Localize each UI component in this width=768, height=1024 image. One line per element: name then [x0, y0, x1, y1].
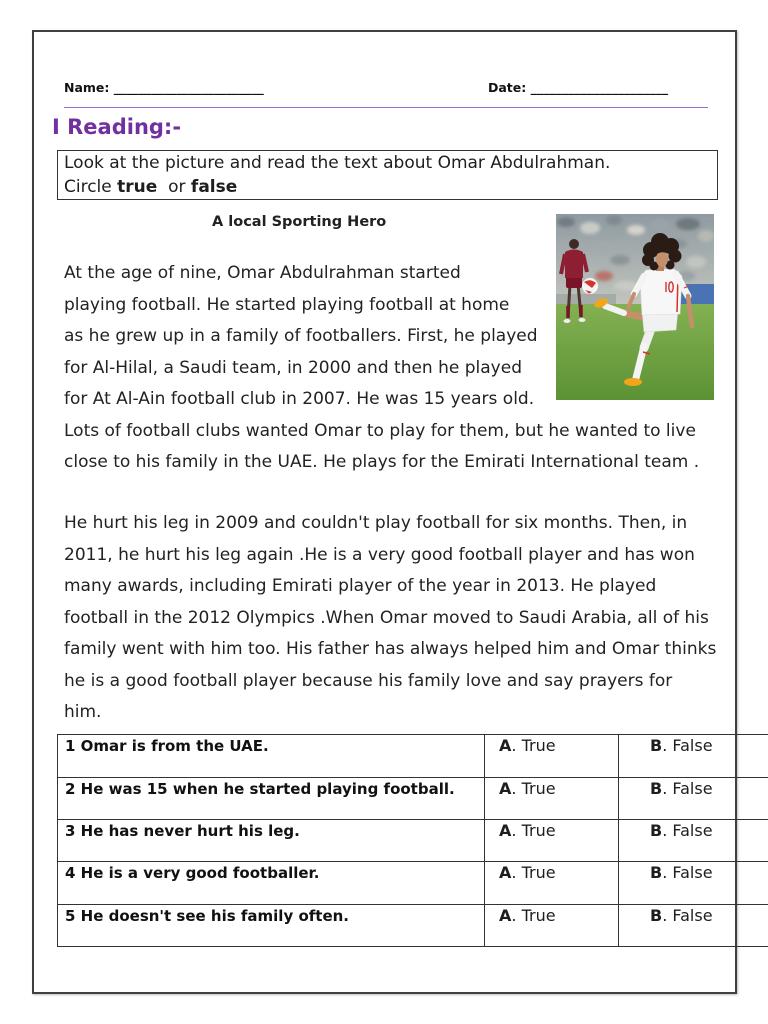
option-letter: A [499, 821, 512, 840]
passage-line: as he grew up in a family of footballers. First, he played [64, 326, 538, 346]
passage-line: many awards, including Emirati player of the year in 2013. He played [64, 576, 657, 596]
option-label: . False [662, 863, 713, 882]
passage-paragraph-2 [64, 508, 716, 729]
option-label: . True [511, 863, 556, 882]
option-b-false[interactable] [619, 862, 768, 905]
question-row [58, 905, 768, 947]
option-label: . False [662, 821, 713, 840]
passage-line: for At Al-Ain football club in 2007. He was 15 years old. [64, 389, 535, 409]
passage-line: Lots of football clubs wanted Omar to play for them, but he wanted to live [64, 420, 696, 441]
instructions-box [57, 150, 718, 200]
option-b-false[interactable] [619, 778, 768, 820]
question-text: 4 He is a very good footballer. [58, 862, 485, 905]
option-b-false[interactable] [619, 735, 768, 778]
option-label: . False [662, 906, 713, 925]
option-label: . False [662, 779, 713, 798]
option-a-true[interactable] [485, 820, 619, 862]
option-letter: B [650, 863, 663, 882]
instructions-true-word: true [117, 177, 158, 197]
question-row [58, 735, 768, 778]
name-field[interactable]: Name: ________________________ [64, 80, 264, 95]
passage-line: he is a good football player because his family love and say prayers for [64, 670, 673, 691]
instructions-circle-word: Circle [64, 177, 112, 197]
option-label: . False [662, 736, 713, 755]
option-label: . True [511, 821, 556, 840]
option-b-false[interactable] [619, 820, 768, 862]
option-letter: A [499, 863, 512, 882]
option-a-true[interactable] [485, 905, 619, 947]
option-b-false[interactable] [619, 905, 768, 947]
passage-line: him. [64, 702, 102, 722]
instructions-line [64, 175, 717, 199]
option-a-true[interactable] [485, 778, 619, 820]
questions-table [57, 734, 768, 947]
passage-line: close to his family in the UAE. He plays for the Emirati International team . [64, 452, 700, 472]
option-letter: B [650, 906, 663, 925]
section-title: I Reading:- [52, 115, 182, 139]
passage-paragraph-1 [64, 258, 699, 479]
passage-line: for Al-Hilal, a Saudi team, in 2000 and then he played [64, 357, 522, 378]
instructions-or-word: or [168, 177, 186, 197]
question-row [58, 862, 768, 905]
option-a-true[interactable] [485, 735, 619, 778]
passage-line: He hurt his leg in 2009 and couldn't play football for six months. Then, in [64, 513, 688, 533]
question-text: 5 He doesn't see his family often. [58, 905, 485, 947]
passage-line: playing football. He started playing football at home [64, 294, 510, 315]
option-label: . True [511, 736, 556, 755]
question-text: 2 He was 15 when he started playing football. [58, 778, 485, 820]
option-letter: A [499, 906, 512, 925]
instructions-false-word: false [190, 177, 238, 197]
question-row [58, 820, 768, 862]
question-text: 3 He has never hurt his leg. [58, 820, 485, 862]
instructions-line: Look at the picture and read the text about Omar Abdulrahman. [64, 153, 611, 173]
option-letter: B [650, 779, 663, 798]
option-letter: B [650, 736, 663, 755]
question-row [58, 778, 768, 820]
header-divider [64, 107, 708, 108]
passage-line: 2011, he hurt his leg again .He is a very good football player and has won [64, 544, 695, 565]
story-title: A local Sporting Hero [212, 214, 387, 230]
option-letter: B [650, 821, 663, 840]
option-letter: A [499, 779, 512, 798]
passage-line: family went with him too. His father has always helped him and Omar thinks [64, 639, 717, 659]
option-label: . True [511, 779, 556, 798]
passage-line: football in the 2012 Olympics .When Omar moved to Saudi Arabia, all of his [64, 607, 709, 628]
question-text: 1 Omar is from the UAE. [58, 735, 485, 778]
passage-line: At the age of nine, Omar Abdulrahman started [64, 263, 461, 283]
date-field[interactable]: Date: ______________________ [488, 80, 669, 95]
option-letter: A [499, 736, 512, 755]
option-a-true[interactable] [485, 862, 619, 905]
option-label: . True [511, 906, 556, 925]
